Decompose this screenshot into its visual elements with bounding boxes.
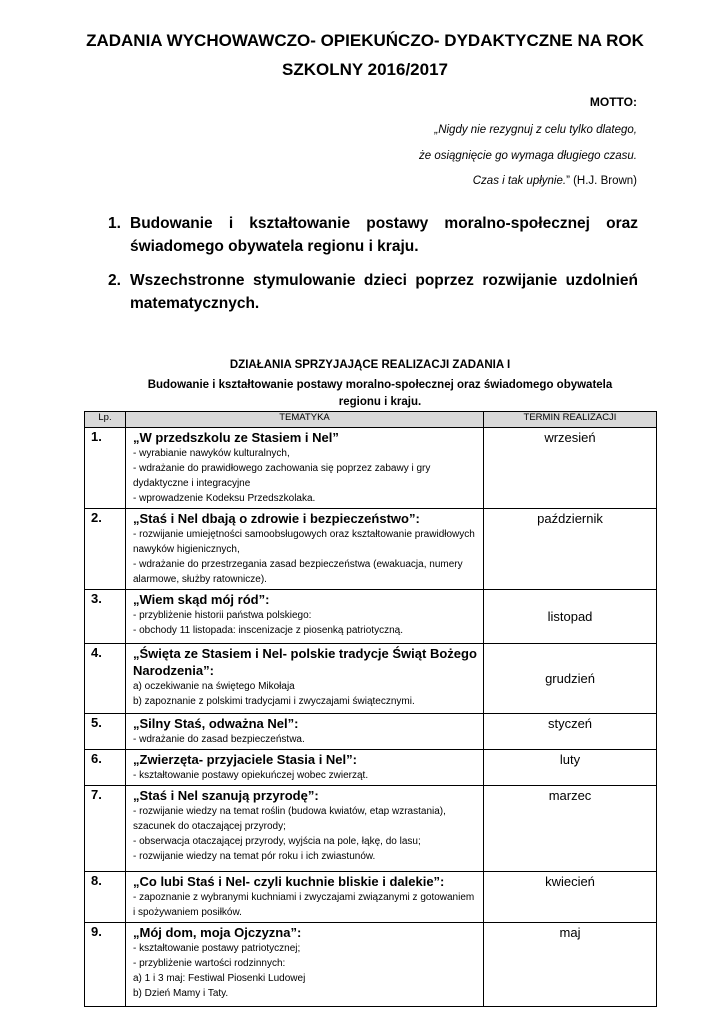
document-title [60, 26, 670, 84]
table-header-row [85, 412, 657, 428]
motto-label: MOTTO: [589, 95, 637, 109]
row-term: luty [484, 750, 657, 786]
row-number: 7. [85, 786, 126, 872]
row-term: wrzesień [484, 428, 657, 509]
motto-line-3 [473, 175, 637, 187]
motto-author: ” (H.J. Brown) [566, 175, 637, 187]
table-row [85, 644, 657, 714]
row-topic [126, 750, 484, 786]
row-item: - wdrażanie do prawidłowego zachowania się poprzez zabawy i gry dydaktyczne i integracyjne [133, 463, 431, 489]
row-item: - wprowadzenie Kodeksu Przedszkolaka. [133, 493, 316, 504]
row-item: - rozwijanie wiedzy na temat pór roku i ich zwiastunów. [133, 851, 376, 862]
row-title: „Staś i Nel dbają o zdrowie i bezpieczeństwo”: [133, 511, 420, 526]
goal-item [108, 269, 638, 315]
row-title: „Staś i Nel szanują przyrodę”: [133, 788, 319, 803]
table-row [85, 509, 657, 590]
goals-list [108, 212, 638, 326]
row-title: „Zwierzęta- przyjaciele Stasia i Nel”: [133, 752, 357, 767]
row-term: kwiecień [484, 872, 657, 923]
section-subtitle: Budowanie i kształtowanie postawy moralno-społecznej oraz świadomego obywatela regionu i kraju. [147, 379, 613, 408]
row-term: październik [484, 509, 657, 590]
row-item: a) oczekiwanie na świętego Mikołaja [133, 681, 295, 692]
table-row [85, 428, 657, 509]
motto-line-2: że osiągnięcie go wymaga długiego czasu. [419, 150, 637, 162]
row-title: „Co lubi Staś i Nel- czyli kuchnie bliskie i dalekie”: [133, 874, 445, 889]
title-line-2: SZKOLNY 2016/2017 [282, 60, 448, 79]
row-term: listopad [484, 590, 657, 644]
row-item: - obserwacja otaczającej przyrody, wyjścia na pole, łąkę, do lasu; [133, 836, 421, 847]
goal-text: Budowanie i kształtowanie postawy moralno-społecznej oraz świadomego obywatela regionu i kraju. [130, 215, 638, 255]
row-number: 1. [85, 428, 126, 509]
motto-line-3-quote: Czas i tak upłynie. [472, 175, 567, 187]
table-row [85, 750, 657, 786]
row-number: 8. [85, 872, 126, 923]
section-title: DZIAŁANIA SPRZYJAJĄCE REALIZACJI ZADANIA I [229, 359, 511, 371]
row-topic [126, 644, 484, 714]
row-number: 6. [85, 750, 126, 786]
row-item: b) Dzień Mamy i Taty. [133, 988, 229, 999]
header-tematyka: TEMATYKA [126, 412, 484, 428]
row-item: - rozwijanie wiedzy na temat roślin (budowa kwiatów, etap wzrastania), szacunek do otaczającej przyrody; [133, 806, 446, 832]
row-term: marzec [484, 786, 657, 872]
row-item: - wdrażanie do zasad bezpieczeństwa. [133, 734, 305, 745]
row-term: maj [484, 923, 657, 1007]
row-title: „Wiem skąd mój ród”: [133, 592, 270, 607]
row-item: - wyrabianie nawyków kulturalnych, [133, 448, 290, 459]
row-item: - obchody 11 listopada: inscenizacje z piosenką patriotyczną. [133, 625, 403, 636]
row-term: styczeń [484, 714, 657, 750]
title-line-1: ZADANIA WYCHOWAWCZO- OPIEKUŃCZO- DYDAKTYCZNE NA ROK [86, 31, 644, 50]
row-item: - zapoznanie z wybranymi kuchniami i zwyczajami związanymi z gotowaniem i spożywaniem posiłków. [133, 892, 475, 918]
goal-item [108, 212, 638, 258]
table-row [85, 872, 657, 923]
row-item: - rozwijanie umiejętności samoobsługowych oraz kształtowanie prawidłowych nawyków higienicznych, [133, 529, 475, 555]
row-title: „Święta ze Stasiem i Nel- polskie tradycje Świąt Bożego Narodzenia”: [133, 646, 477, 678]
goal-number: 2. [108, 272, 121, 289]
row-topic [126, 872, 484, 923]
header-termin: TERMIN REALIZACJI [484, 412, 657, 428]
table-row [85, 786, 657, 872]
row-topic [126, 923, 484, 1007]
row-title: „Mój dom, moja Ojczyzna”: [133, 925, 302, 940]
row-number: 5. [85, 714, 126, 750]
header-lp: Lp. [85, 412, 126, 428]
row-topic [126, 590, 484, 644]
row-item: - przybliżenie historii państwa polskiego: [133, 610, 312, 621]
goal-number: 1. [108, 215, 121, 232]
row-topic [126, 428, 484, 509]
row-term: grudzień [484, 644, 657, 714]
row-item: a) 1 i 3 maj: Festiwal Piosenki Ludowej [133, 973, 306, 984]
row-topic [126, 509, 484, 590]
table-row [85, 590, 657, 644]
row-item: - kształtowanie postawy opiekuńczej wobec zwierząt. [133, 770, 369, 781]
table-row [85, 923, 657, 1007]
row-topic [126, 714, 484, 750]
row-topic [126, 786, 484, 872]
row-item: - przybliżenie wartości rodzinnych: [133, 958, 286, 969]
row-item: - wdrażanie do przestrzegania zasad bezpieczeństwa (ewakuacja, numery alarmowe, służby ratownicze). [133, 559, 463, 585]
row-number: 3. [85, 590, 126, 644]
row-number: 4. [85, 644, 126, 714]
activities-table [84, 411, 657, 1007]
row-title: „Silny Staś, odważna Nel”: [133, 716, 299, 731]
table-row [85, 714, 657, 750]
row-number: 2. [85, 509, 126, 590]
goal-text: Wszechstronne stymulowanie dzieci poprzez rozwijanie uzdolnień matematycznych. [130, 272, 638, 312]
motto-line-1: „Nigdy nie rezygnuj z celu tylko dlatego, [434, 124, 637, 136]
row-title: „W przedszkolu ze Stasiem i Nel” [133, 430, 339, 445]
row-number: 9. [85, 923, 126, 1007]
row-item: b) zapoznanie z polskimi tradycjami i zwyczajami świątecznymi. [133, 696, 415, 707]
row-item: - kształtowanie postawy patriotycznej; [133, 943, 301, 954]
